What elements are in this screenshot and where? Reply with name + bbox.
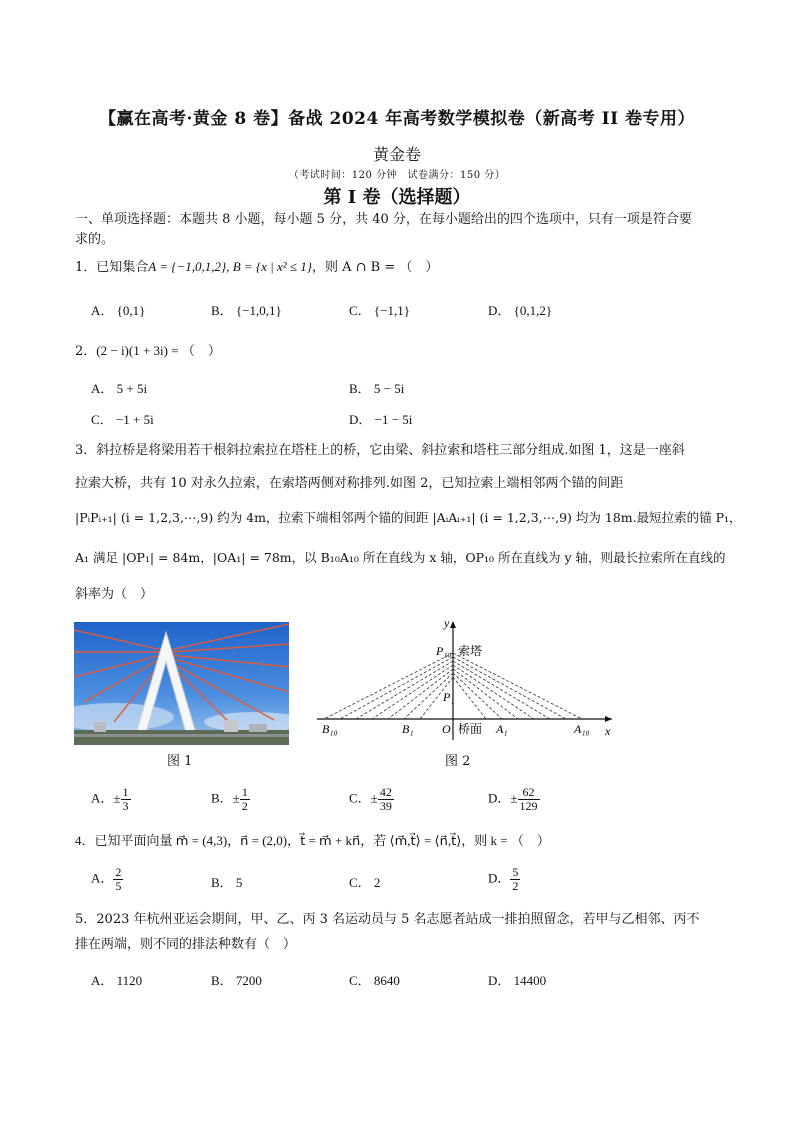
diagram-b10-label: B₁₀ [322,722,338,736]
diagram-p1-label: P₁ [443,690,455,704]
question-3-line-1: 3．斜拉桥是将梁用若干根斜拉索拉在塔柱上的桥，它由梁、斜拉索和塔柱三部分组成.如图 1，这是一座斜 [75,443,685,458]
diagram-y-label: y [444,616,450,630]
q2-option-b[interactable]: B． 5 − 5i [349,381,405,396]
question-4: 4．已知平面向量 m⃗ = (4,3)，n⃗ = (2,0)，t⃗ = m⃗ + kn⃗，若 ⟨m⃗,t⃗⟩ = ⟨n⃗,t⃗⟩，则 k = （ ） [75,833,550,848]
q5-option-b[interactable]: B． 7200 [211,973,262,988]
q5-option-a[interactable]: A． 1120 [91,973,143,988]
diagram-tower-label: 索塔 [458,644,483,658]
q3-option-b[interactable]: B．± $\frac{1}{2}$ [211,785,248,813]
q3-option-c[interactable]: C．± $\frac{42}{39}$ [349,785,392,813]
question-3-line-5: 斜率为（ ） [75,587,154,602]
instructions-line-1: 一、单项选择题：本题共 8 小题，每小题 5 分，共 40 分，在每小题给出的四个选项中，只有一项是符合要 [75,212,692,227]
diagram-origin-label: O [442,722,451,736]
paper-subtitle: 黄金卷 [372,145,421,164]
exam-info: （考试时间：120 分钟 试卷满分：150 分） [288,170,506,181]
diagram-x-label: x [605,724,611,738]
q1-option-a[interactable]: A． {0,1} [91,303,146,318]
question-5-line-2: 排在两端，则不同的排法种数有（ ） [75,937,297,952]
bridge-photo [74,622,289,745]
q4-option-c[interactable]: C． 2 [349,875,381,890]
question-1-post: ，则 A ∩ B = （ ） [311,260,439,275]
question-1-sets: A = {−1,0,1,2}, B = {x | x² ≤ 1} [148,259,312,274]
question-2 [75,340,735,363]
q1-option-d[interactable]: D． {0,1,2} [488,303,553,318]
question-3-line-2: 拉索大桥，共有 10 对永久拉索，在索塔两侧对称排列.如图 2，已知拉索上端相邻两个锚的间距 [75,476,624,491]
diagram-p10-label: P₁₀ [436,644,452,658]
q1-option-b[interactable]: B． {−1,0,1} [211,303,282,318]
figure-1-caption: 图 1 [167,754,193,769]
figure-2-caption: 图 2 [445,754,471,769]
question-1-number: 1． [75,260,97,275]
q2-option-d[interactable]: D． −1 − 5i [349,412,413,427]
question-3-line-3: |PᵢPᵢ₊₁| (i = 1,2,3,⋯,9) 约为 4m，拉索下端相邻两个锚的间距 |AᵢAᵢ₊₁| (i = 1,2,3,⋯,9) 均为 18m.最短拉索的锚 P₁， [75,510,742,525]
diagram-b1-label: B₁ [402,722,414,736]
diagram-a1-label: A₁ [496,722,508,736]
q4-option-a[interactable]: A． $\frac{2}{5}$ [91,865,122,893]
bridge-diagram [312,615,622,745]
q5-option-c[interactable]: C． 8640 [349,973,400,988]
q4-option-d[interactable]: D． $\frac{5}{2}$ [488,865,519,893]
question-5-line-1: 5．2023 年杭州亚运会期间，甲、乙、丙 3 名运动员与 5 名志愿者站成一排拍照留念，若甲与乙相邻、丙不 [75,912,700,927]
question-2-number: 2． [75,344,97,359]
question-2-expr: (2 − i)(1 + 3i) = （ ） [96,343,221,358]
question-1-pre: 已知集合 [96,260,149,275]
page-title: 【赢在高考·黄金 8 卷】备战 2024 年高考数学模拟卷（新高考 II 卷专用） [99,109,695,129]
q3-option-a[interactable]: A．± $\frac{1}{3}$ [91,785,129,813]
q2-option-a[interactable]: A． 5 + 5i [91,381,148,396]
diagram-deck-label: 桥面 [458,722,483,736]
q1-option-c[interactable]: C． {−1,1} [349,303,410,318]
q3-option-d[interactable]: D．± $\frac{62}{129}$ [488,785,538,813]
diagram-a10-label: A₁₀ [574,722,590,736]
question-1 [75,256,735,279]
section-heading: 第 I 卷（选择题） [323,187,471,208]
instructions-line-2: 求的。 [75,232,115,247]
q4-option-b[interactable]: B． 5 [211,875,243,890]
q2-option-c[interactable]: C． −1 + 5i [91,412,154,427]
q5-option-d[interactable]: D． 14400 [488,973,547,988]
question-3-line-4: A₁ 满足 |OP₁| = 84m，|OA₁| = 78m，以 B₁₀A₁₀ 所在直线为 x 轴，OP₁₀ 所在直线为 y 轴，则最长拉索所在直线的 [75,550,726,565]
